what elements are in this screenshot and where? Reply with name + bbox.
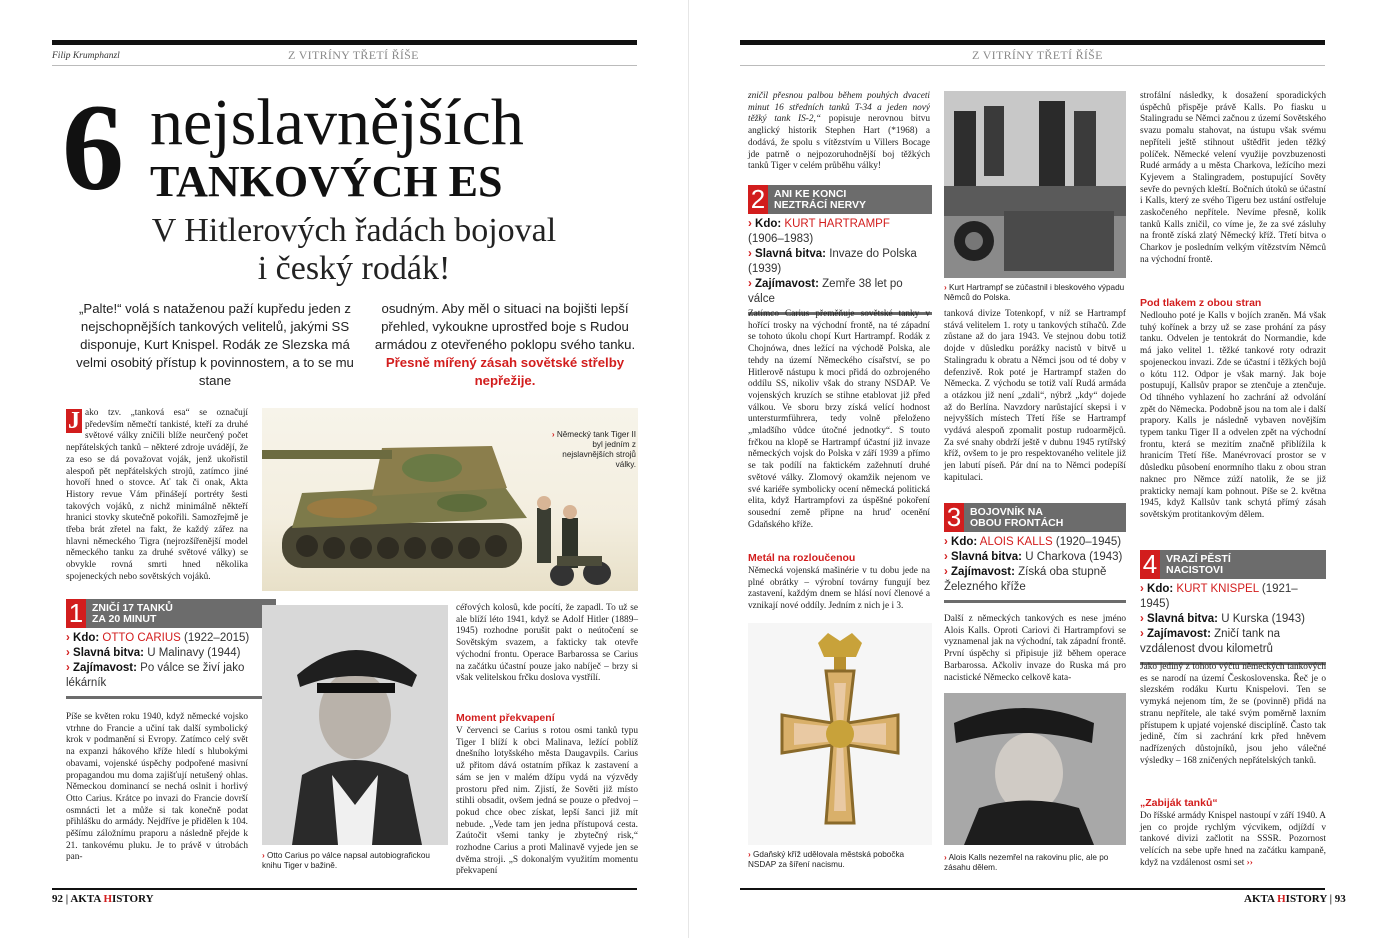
cross-image xyxy=(748,623,932,845)
right-col2-text2: Další z německých tankových es nese jméno Alois Kalls. Oproti Cariovi či Hartrampfovi se vyznamenal jak na východní, tak západní frontě. První úspěchy si připisuje již během operace Barbarossa. Ačkoliv invaze do Ruska má pro nacistické Německo celkově kata- xyxy=(944,614,1126,683)
fact-box-2 xyxy=(748,185,932,315)
hartrampf-image xyxy=(944,91,1126,278)
perex-right-highlight: Přesně mířený zásah sovětské střelby nepřežije. xyxy=(385,355,625,388)
big-number: 6 xyxy=(62,79,124,216)
bottom-rule-right xyxy=(740,888,1325,890)
title-line2: TANKOVÝCH ES xyxy=(150,157,503,206)
perex-right-text: osudným. Aby měl o situaci na bojišti lepší přehled, vykoukne uprostřed boje s Rudou armádou z otevřeného poklopu svého tanku. xyxy=(374,301,636,352)
perex-right xyxy=(370,300,640,390)
col3-text4: Do říšské armády Knispel nastoupí v září 1940. A jen co projde rychlým výcvikem, odjíždí v tankové divizi začlotit na SSSR. Pozornost velících na sebe upře hned na začátku kampaně, když na vzdálenost osmi set xyxy=(1140,811,1326,868)
fact-box-1 xyxy=(66,599,276,699)
intro-text: ako tzv. „tanková esa“ se označují především němečtí tankisté, kteří za druhé světové války zničili blíže neurčený počet nepřátelských tanků – některé zdroje uvádějí, že za eso se dá považovat voják, jenž ukořistil alespoň pět nepřátelských strojů, zatímco jiné hovoří hned o stovce. Ať tak či onak, Akta History revue Vám přinášejí portréty šesti takových vojáků, z nichž minimálně někteří hranici stovky skutečně pokořili. Samozřejmě je třeba brát zřetel na fakt, že každý zářez na hlavni německého Tigra (nejrozšířenější model německého tanku za druhé světové války) se obvykle rovná smrti hned několika spojeneckých nebo sovětských vojáků. xyxy=(66,408,248,582)
subtitle-line1: V Hitlerových řadách bojoval xyxy=(151,212,557,249)
right-col1-intro xyxy=(748,91,930,173)
tank-caption: › Německý tank Tiger II byl jedním z nejslavnějších strojů války. xyxy=(551,430,636,469)
hartrampf-caption: › Kurt Hartrampf se zúčastnil i bleskového výpadu Němců do Polska. xyxy=(944,283,1125,302)
fact-zajimavost: › Zajímavost: Po válce se živí jako lékárník xyxy=(66,661,276,691)
top-rule-left xyxy=(52,40,637,45)
fact-box-2-number: 2 xyxy=(748,185,768,214)
left-col3-text2: V červenci se Carius s rotou osmi tanků typu Tiger I blíží k obci Malinava, ležící poblíž dnešního lotyšského města Daugavpils. Carius už přitom dává ostatním příkaz k zastavení a sám se jen v malém džípu vydá na výzvědy prostoru před nim. Zjistí, že Sověti již místo stihli obsadit, ovšem jedná se pouze o předvoj – pokud chce obec získat, lepší šanci již mít nebude. „Vede tam jen jedna přístupová cesta. Zaútočit všemi tanky je zbytečný risk,“ rozhodne Carius a proti Malinavě vyjede jen se dvěma stroji. „S dokonalým využitím momentu překvapení xyxy=(456,726,638,877)
section-label-right: Z VITRÍNY TŘETÍ ŘÍŠE xyxy=(972,48,1103,62)
fact-bitva: › Slavná bitva: Invaze do Polska (1939) xyxy=(748,247,932,277)
fact-kdo: › Kdo: OTTO CARIUS (1922–2015) xyxy=(66,631,276,646)
footer-brand-a: AKTA xyxy=(70,893,101,905)
fact-box-4-title: VRAZÍ PĚSTÍ NACISTOVI xyxy=(1166,553,1231,576)
right-col3-text1: strofální následky, k dosažení sporadických úspěchů přispěje právě Kalls. Po fiasku u Stalingradu se Němci začnou z území Sovětského svazu pomalu stahovat, na ústupu však svému nepříteli ještě stihnout uštědřit jeden těžký políček. Německé velení využije povzbuzenosti Rudé armády a u města Charkova, ležícího mezi Kyjevem a Stalingradem, postupující Sověty sevře do pevných kleští. Bočních útoků se účastní i Kalls, který ze svého Tigeru bez ustání ostřeluje zaskočeného nepřítele. Nevíme přesně, kolik tanků Kalls zničil, co víme je, že za své zásluhy na frontě získá zlatý Německý kříž. Třetí bitva o Charkov je posledním velkým vítězstvím Němců na východní frontě. xyxy=(1140,91,1326,265)
fact-box-3-banner xyxy=(944,503,1126,532)
fact-box-2-banner xyxy=(748,185,932,214)
footer-brand-c: ISTORY xyxy=(1285,893,1327,905)
page-number-left: 92 xyxy=(52,893,63,905)
fact-box-1-banner xyxy=(66,599,276,628)
section-label-left: Z VITRÍNY TŘETÍ ŘÍŠE xyxy=(288,48,419,62)
right-col1-text3: Německá vojenská mašinérie v tu dobu jede na plné obrátky – výrobní továrny fungují bez zastavení, každým dnem se hlásí noví členové a vznikají nové oddíly. Jedním z nich je i 3. xyxy=(748,566,930,612)
footer-left: 92 | AKTA HISTORY xyxy=(52,893,154,905)
title-line1: nejslavnějších xyxy=(150,86,524,159)
fact-box-3 xyxy=(944,503,1126,603)
moment-heading: Moment překvapení xyxy=(456,712,555,724)
header-thin-rule-left xyxy=(52,65,637,66)
header-thin-rule-right xyxy=(740,65,1325,66)
footer-brand-b: H xyxy=(103,893,112,905)
gdansk-cross-photo xyxy=(748,623,932,845)
drop-cap: J xyxy=(68,408,80,434)
fact-box-4-number: 4 xyxy=(1140,550,1160,579)
fact-bitva: › Slavná bitva: U Charkova (1943) xyxy=(944,550,1126,565)
intro-paragraph xyxy=(66,408,248,584)
quote-continuation: popisuje nerovnou bitvu anglický historik Stephen Hart (*1968) a dodává, že spolu s vítězstvím u Villers Bocage jde patrně o nejpozoruhodnější boj těžkých tanků Tiger v celém průběhu války! xyxy=(748,114,930,172)
fact-box-2-facts xyxy=(748,214,932,315)
tank-caption-text: Německý tank Tiger II byl jedním z nejslavnějších strojů války. xyxy=(556,430,636,469)
kalls-caption: › Alois Kalls nezemřel na rakovinu plic, ale po zásahu dělem. xyxy=(944,853,1109,872)
fact-zajimavost: › Zajímavost: Zničí tank na vzdálenost dvou kilometrů xyxy=(1140,627,1326,657)
fact-zajimavost: › Zajímavost: Zemře 38 let po válce xyxy=(748,277,932,307)
fact-box-1-number: 1 xyxy=(66,599,86,628)
fact-kdo: › Kdo: ALOIS KALLS (1920–1945) xyxy=(944,535,1126,550)
otto-carius-photo xyxy=(262,605,448,845)
tiger-tank-photo xyxy=(262,408,638,591)
fact-bitva: › Slavná bitva: U Kurska (1943) xyxy=(1140,612,1326,627)
fact-box-1-title: ZNIČÍ 17 TANKŮ ZA 20 MINUT xyxy=(92,602,173,625)
right-col1-text2: Zatímco Carius přeměňuje sovětské tanky v hořící trosky na východní frontě, na té západní se tohoto úkolu chopí Kurt Hartrampf. Rodák z Chojnówa, dnes ležící na východě Polska, ale tehdy na území Německého císařství, se po Hitlerově nástupu k moci přidá do ozbrojeného oddílu SS, nikoliv však do strany NSDAP. Ve vojenských kruzích se stihne etablovat již před válkou. Ve sboru brzy získá velící hodnost untersturmführera, tedy volně přeloženo „mladšího vůdce útočné jednotky“. S touto frčkou na klopě se Hartrampf účastní již invaze německých vojsk do Polska v září 1939 a přímo se tak podílí na faktickém zažehnutí druhé světové války. Zlomový okamžik nejenom ve své kariéře symbolicky ocení německá politická elita, když Hartrampfovi za úspěšné pokoření sousední země připne na hruď ocenění Gdaňského kříže. xyxy=(748,309,930,530)
left-col1-text: Píše se květen roku 1940, když německé vojsko vtrhne do Francie a učiní tak další symbolický krok v podmanění si Evropy. Zatímco celý svět na expanzi hákového kříže hledí s hlubokými obavami, vojenské úspěchy podpořené masivní propagandou mu doma zajišťují netušený ohlas. Německou dominancí se nechá oslnit i horlivý Otto Carius. Krátce po invazi do Francie dovrší osmnácti let a může si tak konečně podat přihlášku do armády. Nejdříve je přidělen k 104. pěšímu záložnímu praporu a následně přejde k 21. tankovému pluku. Je to právě v útrobách pan- xyxy=(66,712,248,863)
left-col3-text1: céřových kolosů, kde pocítí, že zapadl. To už se ale blíží léto 1941, když se Adolf Hitler (1889–1945) rozhodne porušit pakt o neútočení se Sovětským svazem, a fakticky tak otevře východní frontu. Operace Barbarossa se Carius na začátku účastní pouze jako nabíječ – brzy si však velitelskou frčku doslova vystřílí. xyxy=(456,603,638,684)
fact-kdo: › Kdo: KURT KNISPEL (1921–1945) xyxy=(1140,582,1326,612)
continue-mark: ›› xyxy=(1246,857,1253,868)
carius-portrait xyxy=(262,605,448,845)
fact-bitva: › Slavná bitva: U Malinavy (1944) xyxy=(66,646,276,661)
fact-box-3-number: 3 xyxy=(944,503,964,532)
fact-box-3-title: BOJOVNÍK NA OBOU FRONTÁCH xyxy=(970,506,1064,529)
fact-box-4-banner xyxy=(1140,550,1326,579)
footer-brand-a: AKTA xyxy=(1244,893,1275,905)
right-col3-text2: Nedlouho poté je Kalls v bojích zraněn. Má však tuhý kořínek a brzy už se zase prohání za pásy tanku. Odvelen je tentokrát do Normandie, kde má jako velitel 1. těžké tankové roty odrazit spojeneckou invazi. Zde se účastní i těžkých bojů o kótu 112. Odpor je však marný. Jak boje postupují, Kallsův prapor se ztenčuje a ztenčuje. Od tíhného vyhlazení ho zachrání až odvolání zpět do Německa. Podobně jsou na tom ale i další prapory. Kalls je následně vybaven novějším typem tanku Tiger II a odvelen zpět na východní frontu, která se mezitím značně přiblížila k hranicím Třetí říše. Manévrovací prostor se v důsledku působení enormního tlaku z obou stran naknec pro Němce zúží natolik, že se již prakticky nemají kam pohnout. Píše se 2. května 1945, když Kallsův tank schytá přímý zásah sovětským protitankovým dělem. xyxy=(1140,311,1326,520)
subtitle-line2: i český rodák! xyxy=(257,250,451,287)
right-col2-text1: tanková divize Totenkopf, v níž se Hartrampf stává velitelem 1. roty u tankových stíhačů. Zde zůstane až do jara 1943. Ve stejnou dobu totiž dojde v důsledku porážky nacistů v bitvě u Stalingradu k obratu a Němci jsou od té doby v defenzivě. Rok poté je Hartrampf stažen do Německa. Z východu se totiž valí Rudá armáda a otázkou již není „zdali“, nýbrž „kdy“ dojede až do Berlína. Navzdory narůstající skepsi i v nejvyšších místech Třetí říše se Hartrampf vydává alespoň zpomalit postup rudoarmějců. Za své snahy obdrží ještě v dubnu 1945 rytířský kříž, ovšem to je pro respektovaného velitele již jen labutí píseň. Pár dní na to Němci podepíší kapitulaci. xyxy=(944,309,1126,483)
fact-box-4 xyxy=(1140,550,1326,665)
fact-zajimavost: › Zajímavost: Získá oba stupně Železného kříže xyxy=(944,565,1126,595)
perex-left: „Palte!“ volá s nataženou paží kupředu jeden z nejschopnějších tankových velitelů, jakými SS disponuje, Kurt Knispel. Rodák ze Slezska má velmi osobitý přístup k povinnostem, a to se mu stane xyxy=(76,301,354,388)
alois-kalls-photo xyxy=(944,693,1126,845)
right-col3-text3: Jako jediný z tohoto výčtu německých tankových es se narodí na území Československa. Řeč je o slezském rodáku Kurtu Knispelovi. Ten se vymyká nejenom tím, že se (povinně) přidá na stranu nepřítele, ale také svým poměrně laxním přístupem k upjaté vojenské disciplíně. Často tak jedině, čím si zachrání krk před hněvem nadřízených důstojníků, jsou jeho válečné výsledky – 168 zničených nepřátelských tanků. xyxy=(1140,662,1326,766)
fact-box-3-facts xyxy=(944,532,1126,603)
footer-brand-b: H xyxy=(1277,893,1286,905)
page-gutter xyxy=(688,0,689,938)
tlakem-heading: Pod tlakem z obou stran xyxy=(1140,297,1262,309)
top-rule-right xyxy=(740,40,1325,45)
cross-caption: › Gdaňský kříž udělovala městská pobočka NSDAP za šíření nacismu. xyxy=(748,850,905,869)
right-col3-text4 xyxy=(1140,811,1326,870)
fact-box-4-facts xyxy=(1140,579,1326,665)
zabijak-heading: „Zabiják tanků“ xyxy=(1140,797,1218,809)
kalls-portrait xyxy=(944,693,1126,845)
fact-box-1-facts xyxy=(66,628,276,699)
author-name: Filip Krumphanzl xyxy=(52,51,120,61)
footer-brand-c: ISTORY xyxy=(112,893,154,905)
quote-italic: zničil přesnou palbou během pouhých dvaceti minut 16 středních tanků T-34 a jeden nový těžký tank IS-2,“ xyxy=(748,91,930,125)
fact-box-2-title: ANI KE KONCI NEZTRÁCÍ NERVY xyxy=(774,188,866,211)
metal-heading: Metál na rozloučenou xyxy=(748,552,856,564)
hartrampf-photo xyxy=(944,91,1126,278)
page-number-right: 93 xyxy=(1334,893,1346,905)
footer-right: AKTA HISTORY | 93 xyxy=(1244,893,1346,905)
bottom-rule-left xyxy=(52,888,637,890)
carius-caption-visible: › Otto Carius po válce napsal autobiografickou knihu Tiger v bažině. xyxy=(262,851,430,870)
fact-kdo: › Kdo: KURT HARTRAMPF (1906–1983) xyxy=(748,217,932,247)
